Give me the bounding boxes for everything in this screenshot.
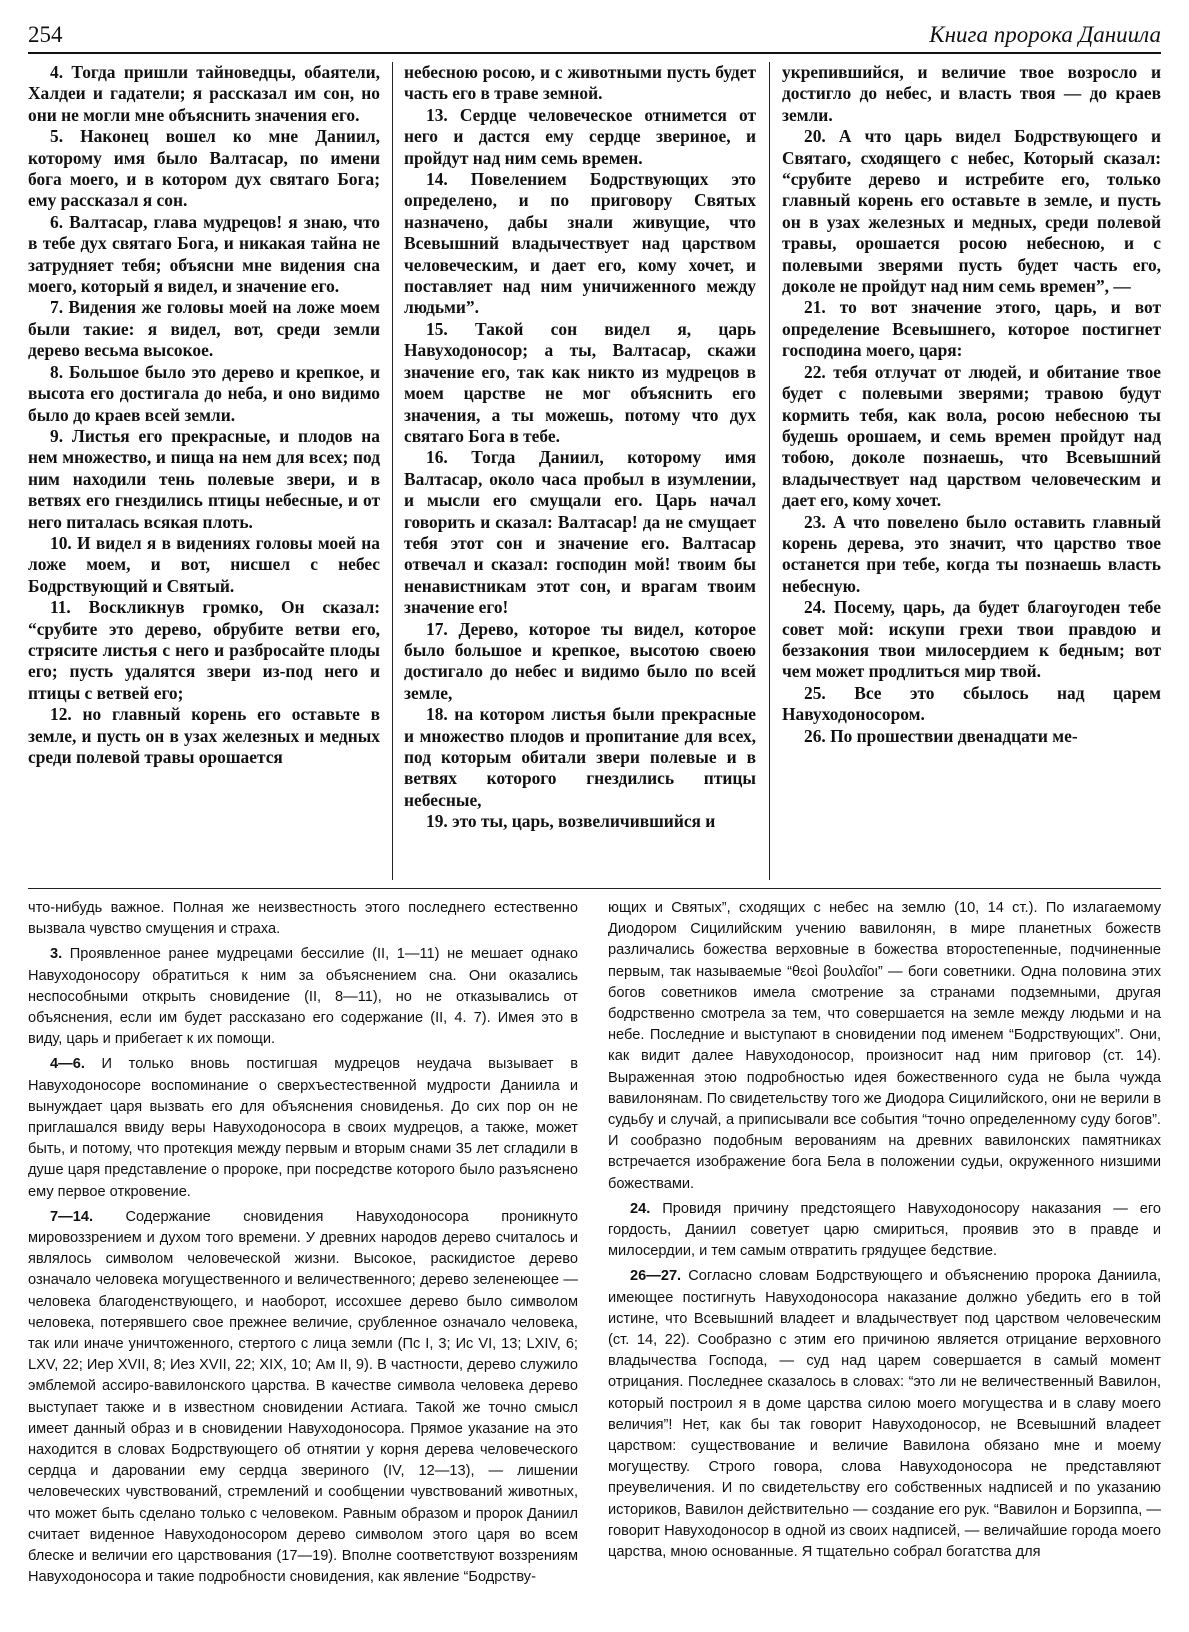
book-page [28, 20, 1161, 1620]
section-rule [28, 888, 1161, 889]
commentary-body: Содержание сновидения Навуходоносора проникнуто мировоззрением и духом того времени. У древних народов дерево считалось и являлось символом человеческой жизни. Высокое, раскидистое дерево означало человека могущественного и величественного; дерево зеленеющее — человека благоденствующего, и наоборот, иссохшее дерево было символом человека, потерявшего свое прежнее величие, срубленное означало человека, так или иначе уничтоженного, стертого с лица земли (Пс I, 3; Ис VI, 13; LXIV, 6; LXV, 22; Иер XVII, 8; Иез XVII, 22; XIX, 10; Ам II, 9). В частности, дерево служило эмблемой ассиро-вавилонского царства. В качестве символа человека дерево выступает также и в известном сновидении Астиага. Такой же точно смысл имеет данный образ и в сновидении Навуходоносора. Прямое указание на это находится в словах Бодрствующего об отнятии у корня дерева человеческого сердца и даровании ему сердца звериного (IV, 12—13), — лишении человеческих чувствований, стремлений и сообщении чувствований животных, что может быть сделано только с человеком. Равным образом и пророк Даниил считает виденное Навуходоносором дерево символом этого царя во всем блеске и величии его царствования (17—19). Вполне соответствуют воззрениям Навуходоносора и такие подробности сновидения, как явление “Бодрству- [28, 1208, 578, 1586]
verse: 17. Дерево, которое ты видел, которое было большое и крепкое, высотою своею достигало до небес и видимо было по всей земле, [404, 618, 756, 703]
verse: 20. А что царь видел Бодрствующего и Святаго, сходящего с небес, Который сказал: “срубите дерево и истребите его, только главный корень его оставьте в земле, и пусть он в узах железных и медных, среди полевой травы, орошается росою небесною, и с полевыми зверями пусть будет часть его, доколе не пройдут над ним семь времен”, — [782, 126, 1161, 297]
verse: 14. Повелением Бодрствующих это определено, и по приговору Святых назначено, дабы знали живущие, что Всевышний владычествует над царством человеческим, и дает его, кому хочет, и поставляет над ним уничиженного между людьми”. [404, 169, 756, 318]
commentary-paragraph [608, 1199, 1161, 1263]
commentary-column-1 [28, 898, 578, 1618]
verse: 23. А что повелено было оставить главный корень дерева, это значит, что царство твое останется при тебе, когда ты познаешь власть небесную. [782, 511, 1161, 596]
commentary-body: Проявленное ранее мудрецами бессилие (II, 1—11) не мешает однако Навуходоносору обратиться к ним за объяснением сна. Они оказались неспособными открыть сновидение (II, 8—11), но не отказывались от объяснения, если им будет рассказано его содержание (II, 4. 7). Имея это в виду, царь и прибегает к их помощи. [28, 946, 578, 1048]
commentary-body: Провидя причину предстоящего Навуходоносору наказания — его гордость, Даниил советует царю смириться, проявив это в правде и милосердии, и тем самым отвратить грядущее бедствие. [608, 1200, 1161, 1260]
verse: 24. Посему, царь, да будет благоугоден тебе совет мой: искупи грехи твои правдою и беззакония твои милосердием к бедным; вот чем может продлиться мир твой. [782, 597, 1161, 682]
commentary-paragraph [28, 1054, 578, 1202]
verse: 16. Тогда Даниил, которому имя Валтасар, около часа пробыл в изумлении, и мысли его смущали его. Царь начал говорить и сказал: Валтасар! да не смущает тебя этот сон и значение его. Валтасар отвечал и сказал: господин мой! твоим бы ненавистникам этот сон, и врагам твоим значение его! [404, 447, 756, 618]
verse: 7. Видения же головы моей на ложе моем были такие: я видел, вот, среди земли дерево весьма высокое. [28, 297, 380, 361]
verse: 26. По прошествии двенадцати ме- [804, 725, 1078, 746]
column-divider [392, 62, 393, 880]
verse-reference: 26—27. [630, 1268, 682, 1285]
commentary-body: ющих и Святых”, сходящих с небес на землю (10, 14 ст.). По излагаемому Диодором Сицилийским учению вавилонян, в мире планетных божеств различались божества верховные в божества второстепенные, подчиненные первым, так называемые “θεοὶ βουλαῖοι” — боги советники. Одна половина этих богов советников имела смотрение за странами подземными, другая бодрственно смотрела за тем, что совершается на земле между людьми и на небе. Последние и выступают в сновидении под именем “Бодрствующих”. Они, как видит далее Навуходоносор, произносит над ним приговор (ст. 14). Выраженная этою подробностью идея божественного суда не была чужда вавилонянам. По свидетельству того же Диодора Сицилийского, они не верили в судьбу и случай, а приписывали все события “точно определенному суду богов”. И сообразно подобным верованиям на древних вавилонских памятниках встречается изображение бога Бела в положении судьи, окруженного низшими божествами. [608, 900, 1161, 1192]
scripture-text [28, 62, 1161, 880]
verse: 19. это ты, царь, возвеличившийся и [426, 811, 716, 832]
verse-reference: 7—14. [50, 1208, 93, 1225]
header-rule [28, 52, 1161, 54]
running-title: Книга пророка Даниила [929, 22, 1161, 47]
verse: 15. Такой сон видел я, царь Навуходоносор; а ты, Валтасар, скажи значение его, так как никто из мудрецов в моем царстве не мог объяснить его значения, а ты можешь, потому что дух святаго Бога в тебе. [404, 318, 756, 446]
verse: 11. Воскликнув громко, Он сказал: “срубите это дерево, обрубите ветви его, стрясите листья с него и разбросайте плоды его; пусть удалятся звери из-под него и птицы с ветвей его; [28, 597, 380, 703]
commentary-column-2 [608, 898, 1161, 1618]
verse: 13. Сердце человеческое отнимется от него и дастся ему сердце звериное, и пройдут над ним семь времен. [404, 104, 756, 168]
verse-reference: 4—6. [50, 1056, 85, 1073]
column-divider [769, 62, 770, 880]
verse: 6. Валтасар, глава мудрецов! я знаю, что в тебе дух святаго Бога, и никакая тайна не затрудняет тебя; объясни мне видения сна моего, который я видел, и значение его. [28, 211, 380, 297]
verse: 18. на котором листья были прекрасные и множество плодов и пропитание для всех, под которым обитали звери полевые и в ветвях которого гнездились птицы небесные, [404, 704, 756, 810]
commentary-body: И только вновь постигшая мудрецов неудача вызывает в Навуходоносоре воспоминание о сверхъестественной мудрости Даниила и вынуждает царя вызвать его для объяснения сновиденья. До сих пор он не приглашался ввиду веры Навуходоносора в своих мудрецов, а также, может быть, и потому, что протекция между первым и вторым снами 35 лет сгладили в душе царя представление о пророке, при посредстве которого было разъяснено ему первое откровение. [28, 1056, 578, 1200]
verse: 21. то вот значение этого, царь, и вот определение Всевышнего, которое постигнет господина моего, царя: [782, 297, 1161, 361]
verse: 10. И видел я в видениях головы моей на ложе моем, и вот, нисшел с небес Бодрствующий и Святый. [28, 532, 380, 596]
page-number: 254 [28, 22, 63, 47]
verse-reference: 3. [50, 946, 63, 963]
verse-continuation: укрепившийся, и величие твое возросло и достигло до небес, и власть твоя — до краев земли. [782, 62, 1161, 125]
verse: 5. Наконец вошел ко мне Даниил, которому имя было Валтасар, по имени бога моего, и в котором дух святаго Бога; ему рассказал я сон. [28, 126, 380, 211]
commentary-paragraph [28, 944, 578, 1050]
commentary-body: что-нибудь важное. Полная же неизвестность этого последнего естественно вызвала чувство смущения и страха. [28, 900, 578, 938]
verse-reference: 24. [630, 1200, 651, 1217]
commentary-paragraph [608, 1266, 1161, 1563]
commentary-paragraph [28, 1207, 578, 1589]
verse: 4. Тогда пришли тайноведцы, обаятели, Халдеи и гадатели; я рассказал им сон, но они не могли мне объяснить значения его. [28, 62, 380, 125]
commentary-paragraph [28, 898, 578, 940]
page-header [28, 20, 1161, 50]
scripture-column-3 [782, 62, 1161, 880]
verse: 8. Большое было это дерево и крепкое, и высота его достигала до неба, и оно видимо было до краев всей земли. [28, 361, 380, 425]
commentary-paragraph [608, 898, 1161, 1195]
commentary-text [28, 898, 1161, 1618]
verse: 22. тебя отлучат от людей, и обитание твое будет с полевыми зверями; травою будут кормить тебя, как вола, росою небесною ты будешь орошаем, и семь времен пройдут над тобою, доколе познаешь, что Всевышний владычествует над царством человеческим и дает его, кому хочет. [782, 361, 1161, 511]
verse-continuation: небесною росою, и с животными пусть будет часть его в траве земной. [404, 62, 756, 104]
commentary-body: Согласно словам Бодрствующего и объяснению пророка Даниила, имеющее постигнуть Навуходоносора наказание должно убедить его в той истине, что Всевышний владеет и владычествует под царством человеческим (ст. 14, 22). Сообразно с этим его причиною является отрицание верховного владычества Господа, — суд над царем совершается в самый момент отрицания. Последнее сказалось в словах: “это ли не величественный Вавилон, который построил я в доме царства силою моего могущества и в славу моего величия”! Нет, как бы так говорит Навуходоносор, не Всевышний владеет царством: существование и величие Вавилона обязано мне и моему могуществу. Строго говора, слова Навуходоносора не представляют преувеличения. И по свидетельству его собственных надписей и по указанию историков, Вавилон действительно — создание его рук. “Вавилон и Борзиппа, — говорит Навуходоносор в одной из своих надписей, — величайшие города моего царства, мною основанные. Я тщательно собрал богатства для [608, 1268, 1161, 1561]
scripture-column-2 [404, 62, 756, 880]
verse: 12. но главный корень его оставьте в земле, и пусть он в узах железных и медных среди полевой травы орошается [28, 704, 380, 767]
verse: 9. Листья его прекрасные, и плодов на нем множество, и пища на нем для всех; под ним находили тень полевые звери, и в ветвях его гнездились птицы небесные, и от него питалась всякая плоть. [28, 425, 380, 532]
verse: 25. Все это сбылось над царем Навуходоносором. [782, 682, 1161, 725]
scripture-column-1 [28, 62, 380, 880]
